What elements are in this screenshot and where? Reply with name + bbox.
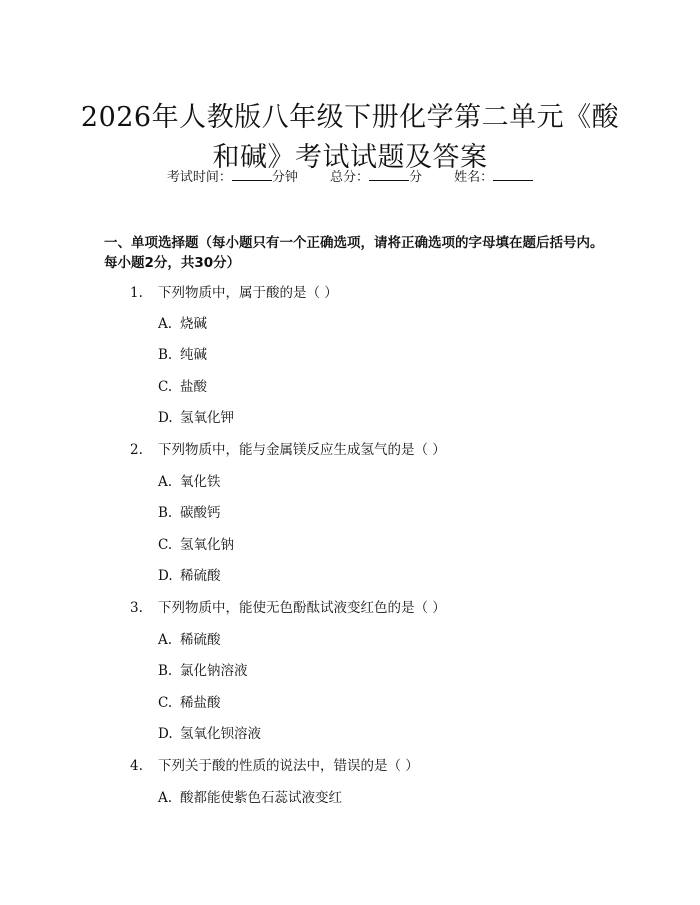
option-3c[interactable] xyxy=(158,694,221,712)
option-1b[interactable] xyxy=(158,346,207,364)
option-2b[interactable] xyxy=(158,504,221,522)
exam-meta xyxy=(0,168,700,187)
section-heading: 一、单项选择题（每小题只有一个正确选项，请将正确选项的字母填在题后括号内。每小题2分，共30分） xyxy=(104,235,604,271)
option-2c[interactable] xyxy=(158,536,234,554)
title-line-2: 和碱》考试试题及答案 xyxy=(212,142,488,174)
option-letter: C. xyxy=(158,695,173,711)
option-letter: D. xyxy=(158,410,173,426)
question-1 xyxy=(130,284,338,302)
option-letter: C. xyxy=(158,379,173,395)
option-text: 稀硫酸 xyxy=(180,632,221,648)
option-2a[interactable] xyxy=(158,473,221,491)
option-1c[interactable] xyxy=(158,378,207,396)
student-name-label: 姓名： xyxy=(454,170,494,185)
question-number: 4. xyxy=(130,758,143,774)
total-score-unit: 分 xyxy=(409,170,423,185)
option-letter: A. xyxy=(158,316,173,332)
option-letter: A. xyxy=(158,632,173,648)
option-letter: C. xyxy=(158,537,173,553)
student-name xyxy=(454,168,533,187)
option-letter: D. xyxy=(158,568,173,584)
option-text: 酸都能使紫色石蕊试液变红 xyxy=(180,790,342,806)
option-1d[interactable] xyxy=(158,409,234,427)
question-number: 2. xyxy=(130,442,143,458)
question-4 xyxy=(130,757,419,775)
question-2 xyxy=(130,441,446,459)
option-letter: D. xyxy=(158,726,173,742)
option-text: 氢氧化钠 xyxy=(180,537,234,553)
option-text: 稀硫酸 xyxy=(180,568,221,584)
total-score-blank[interactable] xyxy=(369,168,409,181)
option-text: 碳酸钙 xyxy=(180,505,221,521)
option-text: 纯碱 xyxy=(180,347,207,363)
option-letter: A. xyxy=(158,474,173,490)
option-2d[interactable] xyxy=(158,567,221,585)
option-text: 氧化铁 xyxy=(180,474,221,490)
option-text: 稀盐酸 xyxy=(180,695,221,711)
option-text: 氯化钠溶液 xyxy=(180,663,248,679)
exam-time xyxy=(167,168,298,187)
question-number: 3. xyxy=(130,600,143,616)
option-3a[interactable] xyxy=(158,631,221,649)
exam-time-unit: 分钟 xyxy=(271,170,298,185)
option-3b[interactable] xyxy=(158,662,248,680)
question-3 xyxy=(130,599,446,617)
title-line-1: 2026年人教版八年级下册化学第二单元《酸 xyxy=(80,102,620,134)
option-text: 氢氧化钡溶液 xyxy=(180,726,261,742)
option-letter: B. xyxy=(158,505,173,521)
option-letter: B. xyxy=(158,663,173,679)
question-number: 1. xyxy=(130,285,143,301)
document-title xyxy=(80,98,620,178)
option-4a[interactable] xyxy=(158,789,342,807)
question-text: 下列物质中，属于酸的是（ ） xyxy=(158,285,338,301)
option-text: 氢氧化钾 xyxy=(180,410,234,426)
total-score xyxy=(330,168,422,187)
option-letter: B. xyxy=(158,347,173,363)
total-score-label: 总分： xyxy=(329,170,369,185)
option-text: 烧碱 xyxy=(180,316,207,332)
option-3d[interactable] xyxy=(158,725,261,743)
exam-time-label: 考试时间： xyxy=(166,170,232,185)
exam-time-blank[interactable] xyxy=(232,168,272,181)
option-1a[interactable] xyxy=(158,315,207,333)
option-text: 盐酸 xyxy=(180,379,207,395)
student-name-blank[interactable] xyxy=(493,168,533,181)
question-text: 下列物质中，能使无色酚酞试液变红色的是（ ） xyxy=(158,600,446,616)
question-text: 下列关于酸的性质的说法中，错误的是（ ） xyxy=(158,758,419,774)
question-text: 下列物质中，能与金属镁反应生成氢气的是（ ） xyxy=(158,442,446,458)
option-letter: A. xyxy=(158,790,173,806)
